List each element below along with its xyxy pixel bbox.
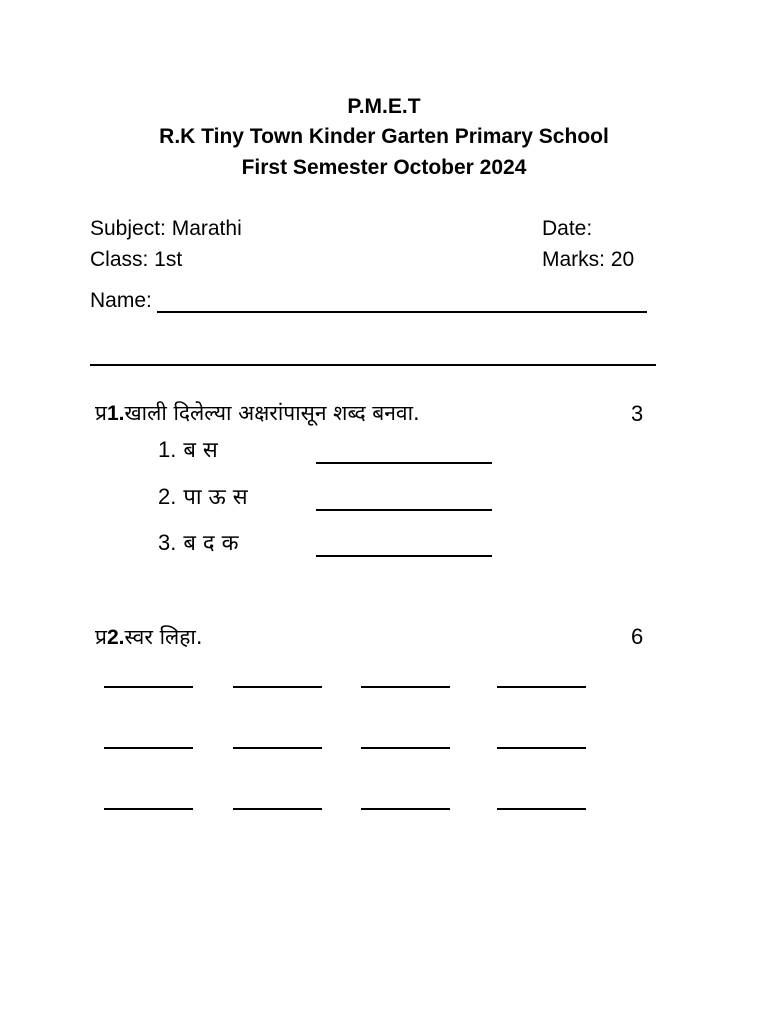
- separator-line: [90, 364, 656, 366]
- question-1-prefix: प्र: [95, 401, 107, 425]
- q1-item-2-number: 2.: [158, 484, 177, 509]
- q1-item-2-letters: पा ऊ स: [183, 485, 248, 510]
- q1-item-1-answer-line: [316, 462, 492, 464]
- name-label: Name:: [90, 289, 152, 312]
- q2-blank: [233, 686, 322, 688]
- marks-label: Marks: 20: [542, 248, 635, 271]
- q1-item-1: [158, 435, 218, 466]
- q2-blank: [233, 808, 322, 810]
- date-label: Date:: [542, 217, 593, 240]
- q2-blank: [104, 747, 193, 749]
- q1-item-1-number: 1.: [158, 437, 177, 462]
- q2-blank: [104, 808, 193, 810]
- name-blank-line: [157, 311, 647, 313]
- q2-blank: [361, 747, 450, 749]
- q2-blank: [497, 808, 586, 810]
- question-1-text: खाली दिलेल्या अक्षरांपासून शब्द बनवा.: [124, 401, 420, 425]
- question-2-prefix: प्र: [95, 625, 107, 649]
- q1-item-3-answer-line: [316, 555, 492, 557]
- q1-item-2: [158, 482, 248, 513]
- subject-label: Subject: Marathi: [90, 217, 242, 240]
- school-name: R.K Tiny Town Kinder Garten Primary School: [159, 125, 609, 148]
- q1-item-1-letters: ब स: [183, 438, 218, 463]
- q2-blank: [104, 686, 193, 688]
- q2-blank: [233, 747, 322, 749]
- q2-blank: [497, 747, 586, 749]
- q1-item-3: [158, 528, 239, 559]
- q1-item-3-number: 3.: [158, 530, 177, 555]
- q2-blank: [497, 686, 586, 688]
- question-1-title: [95, 398, 420, 429]
- q2-blank: [361, 808, 450, 810]
- question-1-marks: 3: [631, 401, 644, 426]
- exam-title: First Semester October 2024: [241, 156, 527, 179]
- question-2-text: स्वर लिहा.: [124, 625, 203, 649]
- question-1-number: 1.: [106, 402, 125, 425]
- question-2-title: [95, 622, 203, 653]
- q2-blank: [361, 686, 450, 688]
- question-2-marks: 6: [631, 624, 644, 649]
- class-label: Class: 1st: [90, 248, 183, 271]
- q1-item-2-answer-line: [316, 509, 492, 511]
- question-2-number: 2.: [106, 626, 125, 649]
- org-name: P.M.E.T: [347, 95, 421, 118]
- q1-item-3-letters: ब द क: [183, 531, 239, 556]
